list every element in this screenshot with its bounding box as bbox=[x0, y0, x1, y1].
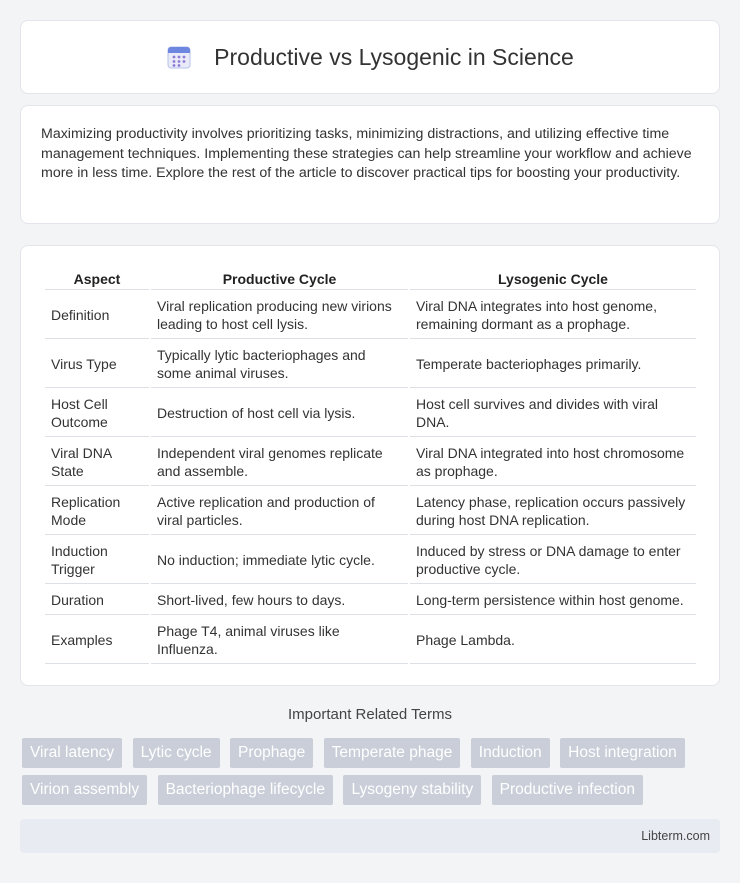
cell-aspect: Definition bbox=[45, 292, 149, 339]
cell-aspect: Examples bbox=[45, 617, 149, 664]
cell-lysogenic: Phage Lambda. bbox=[410, 617, 696, 664]
cell-lysogenic: Temperate bacteriophages primarily. bbox=[410, 341, 696, 388]
table-row bbox=[45, 292, 696, 339]
footer-site-link[interactable]: Libterm.com bbox=[641, 829, 710, 843]
page-title: Productive vs Lysogenic in Science bbox=[214, 43, 574, 70]
tag-induction[interactable]: Induction bbox=[471, 738, 550, 768]
cell-lysogenic: Latency phase, replication occurs passively during host DNA replication. bbox=[410, 488, 696, 535]
related-terms-section bbox=[0, 706, 740, 723]
cell-productive: Viral replication producing new virions leading to host cell lysis. bbox=[151, 292, 408, 339]
cell-productive: Phage T4, animal viruses like Influenza. bbox=[151, 617, 408, 664]
footer bbox=[20, 819, 720, 853]
tag-host-integration[interactable]: Host integration bbox=[560, 738, 685, 768]
cell-aspect: Duration bbox=[45, 586, 149, 615]
tag-viral-latency[interactable]: Viral latency bbox=[22, 738, 122, 768]
comparison-card bbox=[20, 245, 720, 686]
cell-lysogenic: Viral DNA integrated into host chromosome as prophage. bbox=[410, 439, 696, 486]
cell-aspect: Replication Mode bbox=[45, 488, 149, 535]
cell-productive: Active replication and production of viral particles. bbox=[151, 488, 408, 535]
tag-productive-infection[interactable]: Productive infection bbox=[492, 775, 643, 805]
cell-productive: No induction; immediate lytic cycle. bbox=[151, 537, 408, 584]
cell-lysogenic: Viral DNA integrates into host genome, remaining dormant as a prophage. bbox=[410, 292, 696, 339]
table-row bbox=[45, 390, 696, 437]
cell-lysogenic: Host cell survives and divides with viral DNA. bbox=[410, 390, 696, 437]
related-terms-tags bbox=[22, 738, 702, 812]
comparison-table bbox=[43, 266, 698, 666]
table-row bbox=[45, 341, 696, 388]
header-lysogenic: Lysogenic Cycle bbox=[410, 268, 696, 290]
tag-lysogeny-stability[interactable]: Lysogeny stability bbox=[343, 775, 481, 805]
table-row bbox=[45, 537, 696, 584]
intro-text: Maximizing productivity involves prioritizing tasks, minimizing distractions, and utilizing effective time management techniques. Implementing these strategies can help streamline your workflow and achieve more in less time. Explore the rest of the article to discover practical tips for boosting your productivity. bbox=[41, 126, 692, 181]
cell-aspect: Induction Trigger bbox=[45, 537, 149, 584]
tag-virion-assembly[interactable]: Virion assembly bbox=[22, 775, 147, 805]
related-terms-title: Important Related Terms bbox=[288, 706, 452, 723]
cell-lysogenic: Induced by stress or DNA damage to enter productive cycle. bbox=[410, 537, 696, 584]
tag-prophage[interactable]: Prophage bbox=[230, 738, 313, 768]
cell-lysogenic: Long-term persistence within host genome. bbox=[410, 586, 696, 615]
table-row bbox=[45, 439, 696, 486]
tag-temperate-phage[interactable]: Temperate phage bbox=[324, 738, 461, 768]
cell-productive: Independent viral genomes replicate and assemble. bbox=[151, 439, 408, 486]
cell-productive: Typically lytic bacteriophages and some animal viruses. bbox=[151, 341, 408, 388]
table-header-row bbox=[45, 268, 696, 290]
cell-productive: Short-lived, few hours to days. bbox=[151, 586, 408, 615]
header-aspect: Aspect bbox=[45, 268, 149, 290]
table-row bbox=[45, 617, 696, 664]
tag-bacteriophage-lifecycle[interactable]: Bacteriophage lifecycle bbox=[158, 775, 333, 805]
cell-aspect: Virus Type bbox=[45, 341, 149, 388]
tag-lytic-cycle[interactable]: Lytic cycle bbox=[133, 738, 220, 768]
table-row bbox=[45, 586, 696, 615]
cell-aspect: Host Cell Outcome bbox=[45, 390, 149, 437]
intro-card bbox=[20, 105, 720, 224]
cell-aspect: Viral DNA State bbox=[45, 439, 149, 486]
header-card bbox=[20, 20, 720, 94]
header-productive: Productive Cycle bbox=[151, 268, 408, 290]
cell-productive: Destruction of host cell via lysis. bbox=[151, 390, 408, 437]
calendar-icon bbox=[166, 44, 192, 70]
table-row bbox=[45, 488, 696, 535]
